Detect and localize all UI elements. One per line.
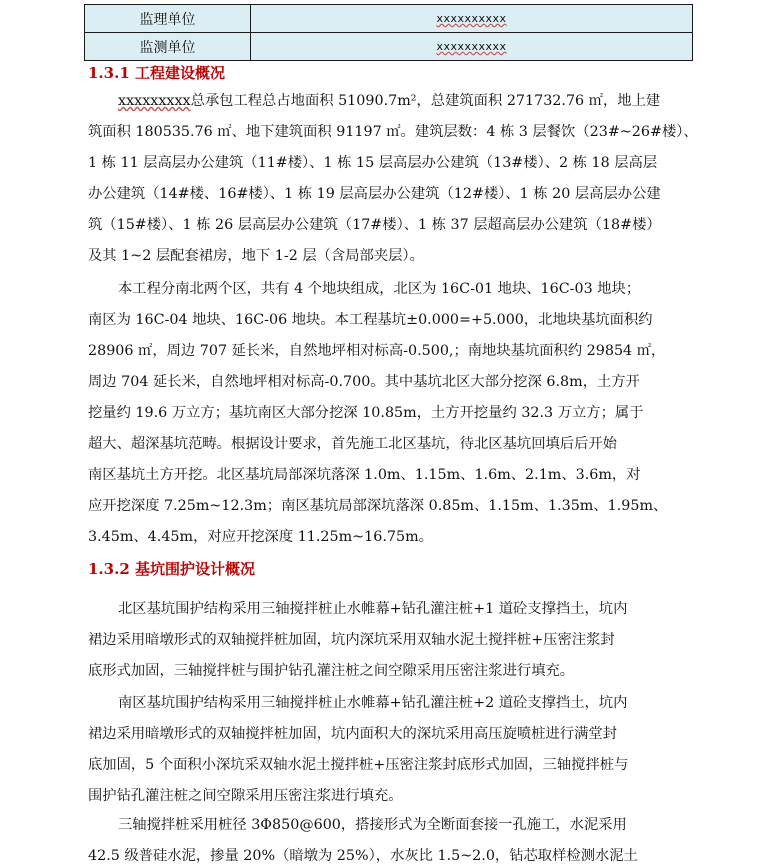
paragraph-line: 周边 704 延长米，自然地坪相对标高-0.700。其中基坑北区大部分挖深 6.8m，土方开 [88, 374, 640, 390]
paragraph-line: 挖量约 19.6 万立方；基坑南区大部分挖深 10.85m，土方开挖量约 32.3 万立方；属于 [88, 405, 644, 421]
paragraph-line: 筑（15#楼）、1 栋 26 层高层办公建筑（17#楼）、1 栋 37 层超高层办公建筑（18#楼） [88, 217, 661, 233]
paragraph-line: 3.45m、4.45m，对应开挖深度 11.25m~16.75m。 [88, 529, 433, 545]
section-heading-1-3-2: 1.3.2 基坑围护设计概况 [88, 560, 255, 578]
supervision-unit-label: 监理单位 [85, 5, 251, 33]
paragraph-line [118, 90, 688, 110]
paragraph-line: 应开挖深度 7.25m~12.3m；南区基坑局部深坑落深 0.85m、1.15m、1.35m、1.95m、 [88, 498, 668, 514]
table-row [85, 5, 693, 33]
paragraph-line: 42.5 级普硅水泥，掺量 20%（暗墩为 25%），水灰比 1.5~2.0，钻芯取样检测水泥土 [88, 848, 638, 864]
paragraph-line: 南区基坑土方开挖。北区基坑局部深坑落深 1.0m、1.15m、1.6m、2.1m、3.6m，对 [88, 467, 641, 483]
paragraph-line: 28906 ㎡，周边 707 延长米，自然地坪相对标高-0.500,；南地块基坑面积约 29854 ㎡， [88, 343, 666, 359]
paragraph-line: 底形式加固，三轴搅拌桩与围护钻孔灌注桩之间空隙采用压密注浆进行填充。 [88, 663, 575, 679]
paragraph-line: 围护钻孔灌注桩之间空隙采用压密注浆进行填充。 [88, 788, 403, 804]
monitoring-unit-label: 监测单位 [85, 33, 251, 61]
paragraph-line: 1 栋 11 层高层办公建筑（11#楼）、1 栋 15 层高层办公建筑（13#楼）、2 栋 18 层高层 [88, 155, 658, 171]
paragraph-line: 办公建筑（14#楼、16#楼）、1 栋 19 层高层办公建筑（12#楼）、1 栋 20 层高层办公建 [88, 186, 661, 202]
text-line: 总承包工程总占地面积 51090.7m²，总建筑面积 271732.76 ㎡，地上建 [190, 93, 661, 109]
table-row [85, 33, 693, 61]
paragraph-line: 及其 1~2 层配套裙房，地下 1-2 层（含局部夹层）。 [88, 248, 424, 264]
paragraph-line: 裙边采用暗墩形式的双轴搅拌桩加固，坑内面积大的深坑采用高压旋喷桩进行满堂封 [88, 726, 617, 742]
monitoring-unit-value: xxxxxxxxxx [251, 33, 693, 61]
paragraph-line: 超大、超深基坑范畴。根据设计要求，首先施工北区基坑，待北区基坑回填后后开始 [88, 436, 617, 452]
paragraph-line: 裙边采用暗墩形式的双轴搅拌桩加固，坑内深坑采用双轴水泥土搅拌桩+压密注浆封 [88, 632, 615, 648]
paragraph-line: 南区基坑围护结构采用三轴搅拌桩止水帷幕+钻孔灌注桩+2 道砼支撑挡土，坑内 [118, 695, 628, 711]
company-placeholder: xxxxxxxxx [118, 93, 191, 109]
paragraph-line: 本工程分南北两个区，共有 4 个地块组成，北区为 16C-01 地块、16C-03 地块； [118, 281, 641, 297]
paragraph-line: 三轴搅拌桩采用桩径 3Φ850@600，搭接形式为全断面套接一孔施工，水泥采用 [118, 817, 627, 833]
unit-info-table [84, 4, 693, 61]
paragraph-line: 筑面积 180535.76 ㎡、地下建筑面积 91197 ㎡。建筑层数：4 栋 3 层餐饮（23#~26#楼）、 [88, 124, 698, 140]
paragraph-line: 底加固，5 个面积小深坑采双轴水泥土搅拌桩+压密注浆封底形式加固，三轴搅拌桩与 [88, 757, 629, 773]
paragraph-line: 北区基坑围护结构采用三轴搅拌桩止水帷幕+钻孔灌注桩+1 道砼支撑挡土，坑内 [118, 601, 628, 617]
supervision-unit-value: xxxxxxxxxx [251, 5, 693, 33]
paragraph-line: 南区为 16C-04 地块、16C-06 地块。本工程基坑±0.000=+5.000，北地块基坑面积约 [88, 312, 653, 328]
section-heading-1-3-1: 1.3.1 工程建设概况 [88, 64, 225, 82]
